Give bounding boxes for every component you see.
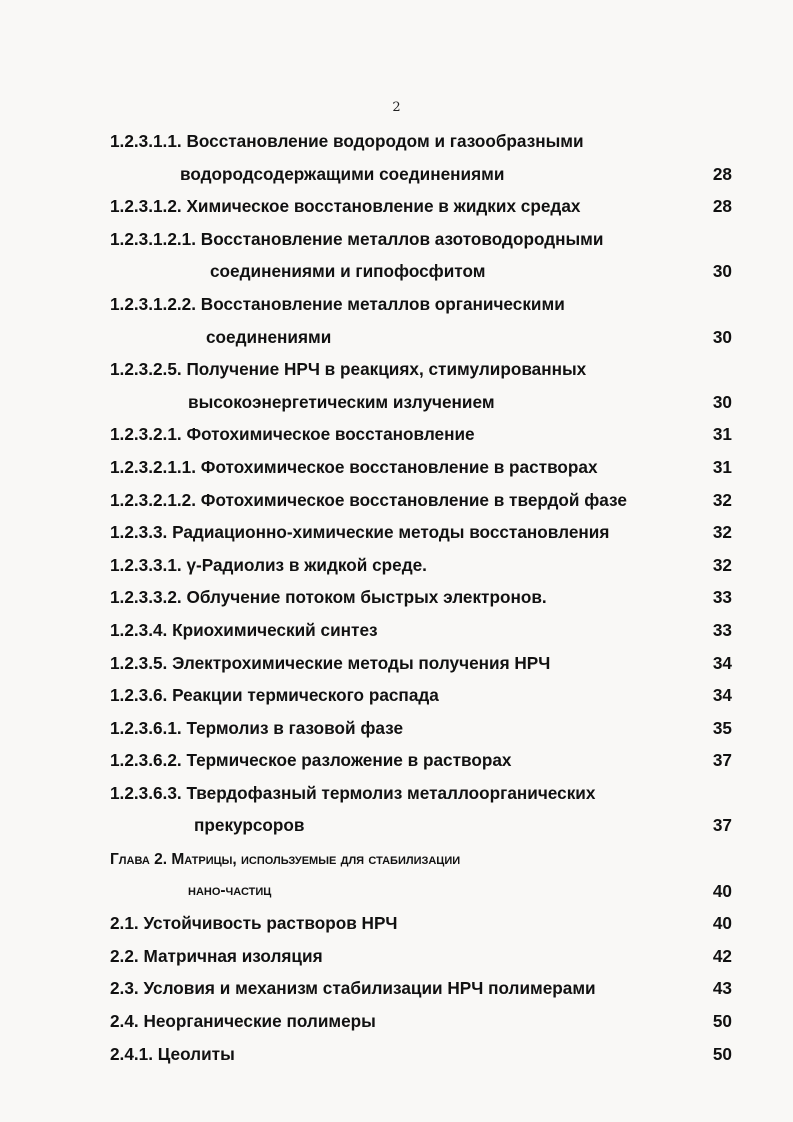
toc-page-number: 33 xyxy=(712,587,732,608)
toc-entry-title xyxy=(110,715,732,748)
toc-entry xyxy=(110,421,732,454)
toc-entry xyxy=(110,845,732,910)
toc-page-number: 28 xyxy=(712,196,732,217)
toc-entry-title xyxy=(110,584,732,617)
toc-entry xyxy=(110,1041,732,1074)
toc-entry-title xyxy=(110,943,732,976)
toc-entry xyxy=(110,552,732,585)
toc-page-number: 35 xyxy=(712,717,732,738)
toc-entry xyxy=(110,682,732,715)
toc-entry-text: 2.1. Устойчивость растворов НРЧ xyxy=(110,913,398,934)
toc-entry xyxy=(110,487,732,520)
toc-page-number: 42 xyxy=(712,945,732,966)
toc-entry-title xyxy=(110,682,732,715)
toc-entry-continuation xyxy=(110,812,732,845)
toc-entry-text: 1.2.3.1.2.2. Восстановление металлов органическими xyxy=(110,293,565,314)
toc-entry-text: соединениями и гипофосфитом xyxy=(210,261,486,282)
toc-entry xyxy=(110,780,732,845)
toc-entry-title xyxy=(110,650,732,683)
toc-entry-title xyxy=(110,421,732,454)
toc-entry-text: водородсодержащими соединениями xyxy=(180,163,505,184)
toc-entry-text: 1.2.3.3.1. γ-Радиолиз в жидкой среде. xyxy=(110,554,427,575)
toc-entry xyxy=(110,193,732,226)
toc-page-number: 28 xyxy=(712,163,732,184)
toc-page-number: 43 xyxy=(712,978,732,999)
toc-entry-title xyxy=(110,552,732,585)
toc-entry-text: 2.4.1. Цеолиты xyxy=(110,1043,235,1064)
toc-entry-title xyxy=(110,617,732,650)
toc-entry xyxy=(110,617,732,650)
toc-entry-title xyxy=(110,454,732,487)
toc-entry xyxy=(110,975,732,1008)
toc-page-number: 40 xyxy=(712,913,732,934)
toc-entry-text: 1.2.3.1.1. Восстановление водородом и газообразными xyxy=(110,131,584,151)
toc-entry-title xyxy=(110,356,732,389)
toc-entry-text: нано-частиц xyxy=(188,881,272,899)
toc-entry-text: 1.2.3.6.2. Термическое разложение в растворах xyxy=(110,750,512,771)
toc-page-number: 37 xyxy=(712,750,732,771)
toc-entry-title xyxy=(110,845,732,878)
toc-entry-text: 1.2.3.2.1.2. Фотохимическое восстановление в твердой фазе xyxy=(110,489,627,510)
toc-entry-continuation xyxy=(110,258,732,291)
toc-entry-title xyxy=(110,487,732,520)
toc-entry-text: 1.2.3.4. Криохимический синтез xyxy=(110,619,378,640)
toc-page-number: 50 xyxy=(712,1011,732,1032)
toc-page-number: 34 xyxy=(712,652,732,673)
toc-page-number: 30 xyxy=(712,391,732,412)
toc-page-number: 30 xyxy=(712,261,732,282)
toc-entry-title xyxy=(110,1008,732,1041)
toc-entry xyxy=(110,584,732,617)
toc-entry-text: 1.2.3.2.1.1. Фотохимическое восстановление в растворах xyxy=(110,456,598,477)
toc-entry-text: 1.2.3.6.3. Твердофазный термолиз металлоорганических xyxy=(110,782,596,803)
toc-entry-text: 1.2.3.1.2. Химическое восстановление в жидких средах xyxy=(110,196,581,217)
page-number: 2 xyxy=(392,100,401,115)
toc-entry-title xyxy=(110,291,732,324)
toc-page-number: 31 xyxy=(712,456,732,477)
toc-entry-text: 2.2. Матричная изоляция xyxy=(110,945,323,966)
toc-entry-text: 1.2.3.3. Радиационно-химические методы восстановления xyxy=(110,522,610,543)
toc-page-number: 30 xyxy=(712,326,732,347)
toc-page-number: 37 xyxy=(712,815,732,836)
toc-page-number: 40 xyxy=(712,880,732,901)
toc-entry-text: 1.2.3.3.2. Облучение потоком быстрых электронов. xyxy=(110,587,547,608)
toc-entry-text: соединениями xyxy=(206,326,332,347)
toc-entry xyxy=(110,650,732,683)
toc-entry-title xyxy=(110,975,732,1008)
toc-entry-text: 1.2.3.6.1. Термолиз в газовой фазе xyxy=(110,717,404,738)
toc-entry-title xyxy=(110,910,732,943)
toc-entry-title xyxy=(110,747,732,780)
toc-entry xyxy=(110,128,732,193)
toc-page-number: 34 xyxy=(712,685,732,706)
table-of-contents xyxy=(110,128,732,1073)
toc-page-number: 32 xyxy=(712,554,732,575)
toc-entry-continuation xyxy=(110,161,732,194)
toc-entry-continuation xyxy=(110,878,732,911)
toc-entry-continuation xyxy=(110,324,732,357)
toc-entry-text: высокоэнергетическим излучением xyxy=(188,391,495,412)
toc-page-number: 33 xyxy=(712,619,732,640)
toc-entry xyxy=(110,747,732,780)
toc-entry xyxy=(110,1008,732,1041)
toc-entry-title xyxy=(110,780,732,813)
toc-entry-title xyxy=(110,519,732,552)
toc-entry-text: Глава 2. Матрицы, используемые для стабилизации xyxy=(110,851,461,869)
toc-page-number: 31 xyxy=(712,424,732,445)
toc-entry-title xyxy=(110,128,732,161)
toc-page-number: 50 xyxy=(712,1043,732,1064)
toc-entry xyxy=(110,291,732,356)
toc-entry-text: 1.2.3.6. Реакции термического распада xyxy=(110,685,439,706)
toc-entry xyxy=(110,454,732,487)
toc-entry-text: 1.2.3.2.1. Фотохимическое восстановление xyxy=(110,424,475,445)
toc-entry xyxy=(110,226,732,291)
toc-entry-continuation xyxy=(110,389,732,422)
toc-entry xyxy=(110,356,732,421)
toc-entry xyxy=(110,910,732,943)
toc-entry-text: 2.4. Неорганические полимеры xyxy=(110,1011,376,1032)
toc-page-number: 32 xyxy=(712,489,732,510)
toc-entry-title xyxy=(110,1041,732,1074)
toc-entry xyxy=(110,519,732,552)
toc-entry-text: 2.3. Условия и механизм стабилизации НРЧ полимерами xyxy=(110,978,596,999)
toc-entry-text: 1.2.3.1.2.1. Восстановление металлов азотоводородными xyxy=(110,228,604,249)
toc-entry xyxy=(110,715,732,748)
toc-entry-text: 1.2.3.2.5. Получение НРЧ в реакциях, стимулированных xyxy=(110,359,587,380)
toc-entry-text: 1.2.3.5. Электрохимические методы получения НРЧ xyxy=(110,652,551,673)
toc-entry xyxy=(110,943,732,976)
toc-entry-title xyxy=(110,226,732,259)
toc-entry-title xyxy=(110,193,732,226)
toc-entry-text: прекурсоров xyxy=(194,815,305,836)
toc-page-number: 32 xyxy=(712,522,732,543)
